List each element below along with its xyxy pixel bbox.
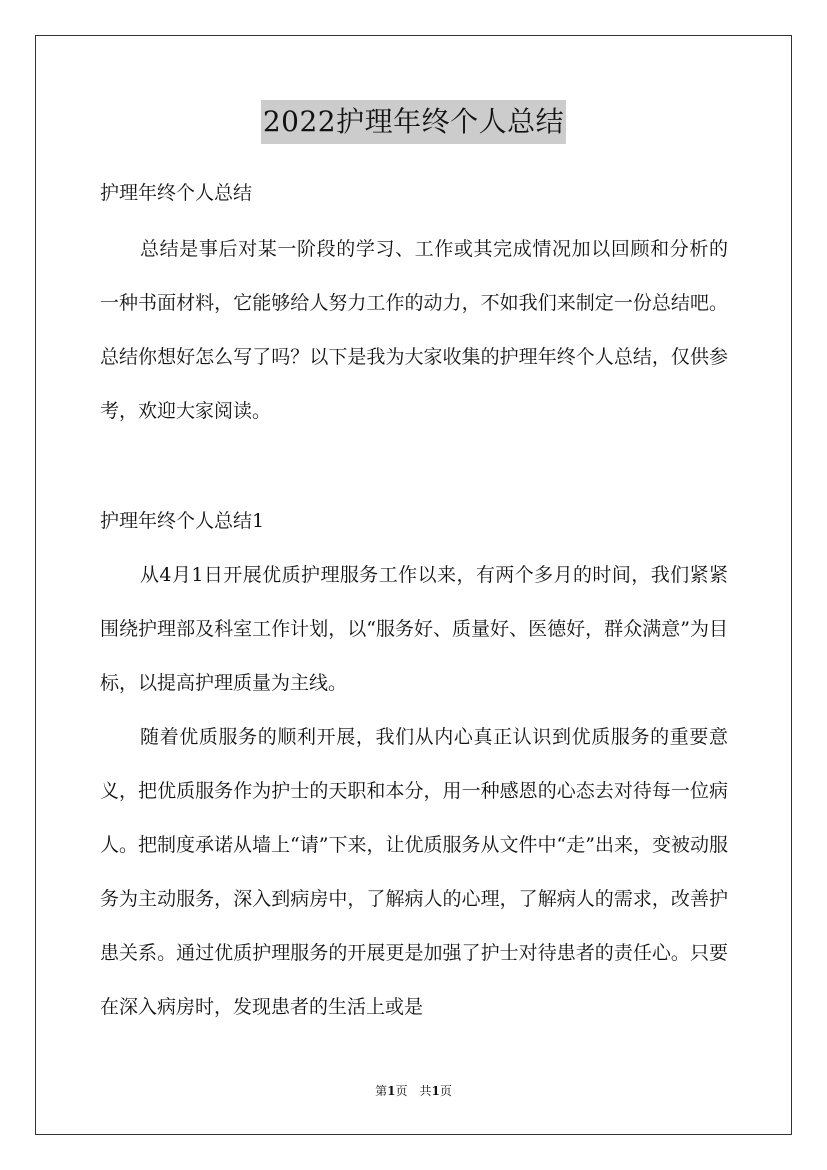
footer-prefix: 第 xyxy=(375,1084,388,1098)
footer-current-page: 1 xyxy=(387,1084,396,1098)
body-paragraph-2: 随着优质服务的顺利开展，我们从内心真正认识到优质服务的重要意义，把优质服务作为护士的天职和本分，用一种感恩的心态去对待每一位病人。把制度承诺从墙上“请”下来，让优质服务从文件中“走”出来，变被动服务为主动服务，深入到病房中，了解病人的心理，了解病人的需求，改善护患关系。通过优质护理服务的开展更是加强了护士对待患者的责任心。只要在深入病房时，发现患者的生活上或是 xyxy=(100,726,728,1018)
page-footer xyxy=(0,1082,827,1100)
section-heading-1: 护理年终个人总结1 xyxy=(100,510,265,532)
intro-paragraph: 总结是事后对某一阶段的学习、工作或其完成情况加以回顾和分析的一种书面材料，它能够给人努力工作的动力，不如我们来制定一份总结吧。总结你想好怎么写了吗？以下是我为大家收集的护理年终个人总结，仅供参考，欢迎大家阅读。 xyxy=(100,238,728,422)
footer-mid: 页 共 xyxy=(395,1084,432,1098)
title-wrap xyxy=(0,100,827,144)
footer-suffix: 页 xyxy=(439,1084,452,1098)
section-heading-intro: 护理年终个人总结 xyxy=(100,182,253,204)
body-paragraph-1: 从4月1日开展优质护理服务工作以来，有两个多月的时间，我们紧紧围绕护理部及科室工作计划，以“服务好、质量好、医德好，群众满意”为目标，以提高护理质量为主线。 xyxy=(100,564,728,694)
document-title: 2022护理年终个人总结 xyxy=(261,100,566,144)
footer-total-pages: 1 xyxy=(431,1084,440,1098)
